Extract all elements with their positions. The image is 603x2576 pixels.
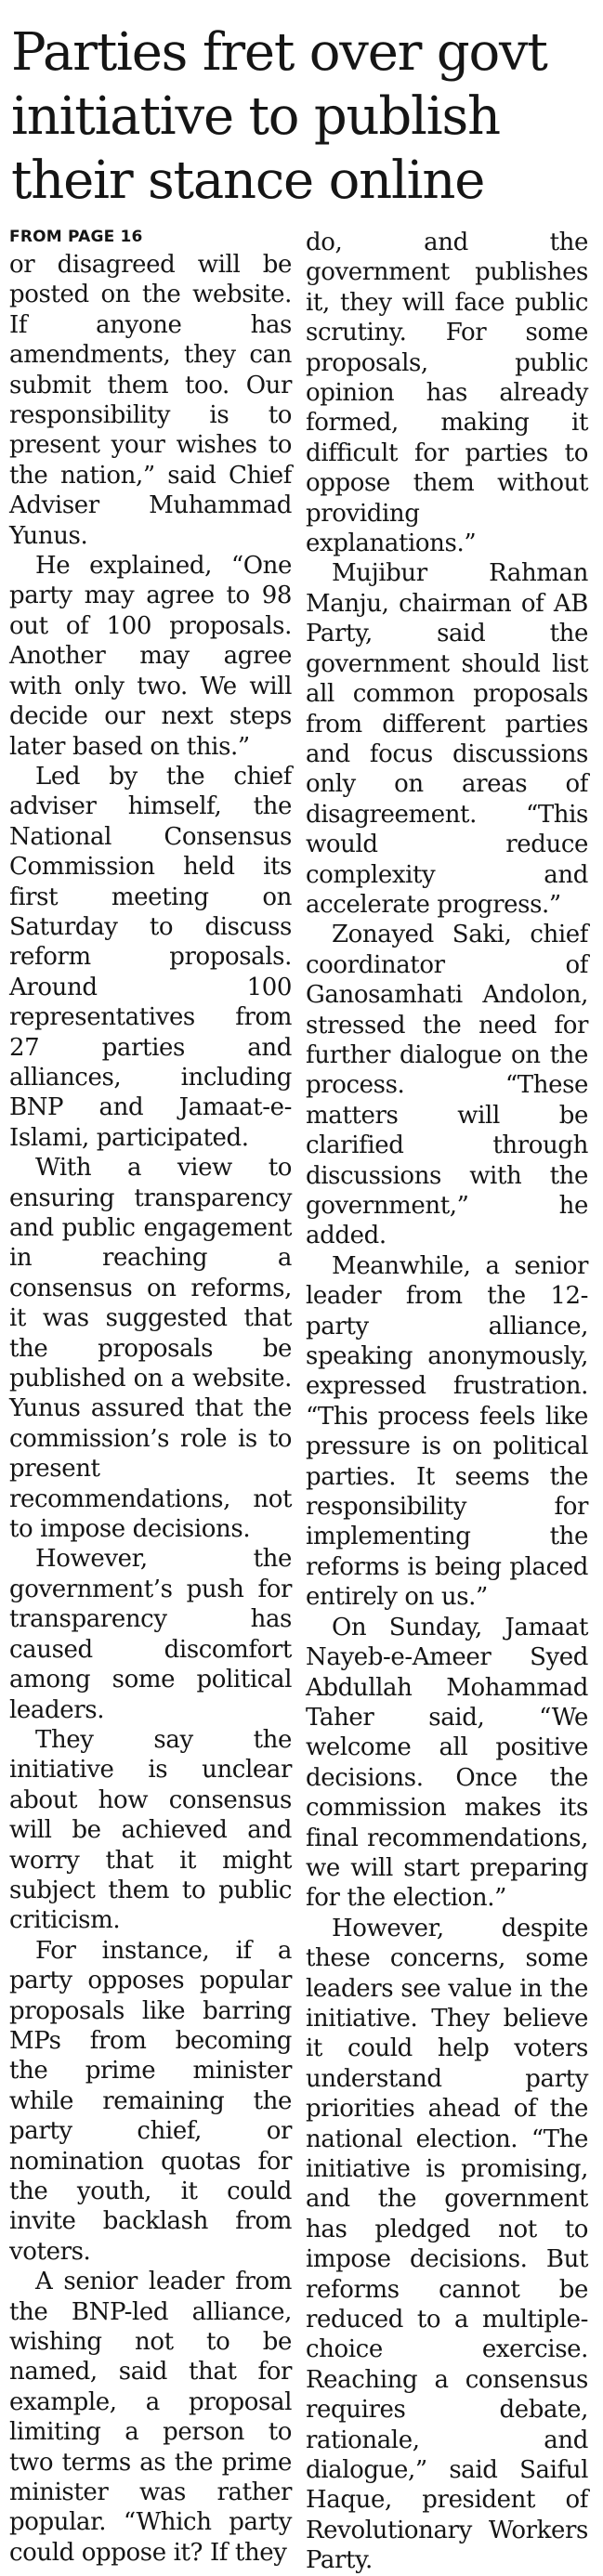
article-paragraph: Led by the chief adviser himself, the National Consensus Commission held its first meeting on Saturday to discuss reform proposals. Around 100 representatives from 27 parties and alliances, including BNP and Jamaat-e-Islami, participated. [9, 762, 292, 1152]
article-paragraph: They say the initiative is unclear about how consensus will be achieved and worry that it might subject them to public criticism. [9, 1725, 292, 1935]
left-column [9, 228, 292, 2568]
headline [11, 20, 598, 213]
article-paragraph: With a view to ensuring transparency and public engagement in reaching a consensus on reforms, it was suggested that the proposals be published on a website. Yunus assured that the commission’s role is to present recommendations, not to impose decisions. [9, 1154, 292, 1544]
right-paragraphs [306, 228, 588, 2576]
article-paragraph: Zonayed Saki, chief coordinator of Ganosamhati Andolon, stressed the need for further dialogue on the process. “These matters will be clarified through discussions with the government,” he added. [306, 921, 588, 1250]
headline-line-1: Parties fret over govt [11, 22, 547, 83]
headline-line-3: their stance online [11, 150, 485, 211]
article-paragraph: However, the government’s push for transparency has caused discomfort among some political leaders. [9, 1545, 292, 1724]
left-paragraphs [9, 250, 292, 2568]
article-paragraph: do, and the government publishes it, they will face public scrutiny. For some proposals, public opinion has already formed, making it difficult for parties to oppose them without providing explanations.” [306, 229, 588, 558]
article-paragraph: Meanwhile, a senior leader from the 12-party alliance, speaking anonymously, expressed frustration. “This process feels like pressure is on political parties. It seems the responsibility for implementing the reforms is being placed entirely on us.” [306, 1251, 588, 1612]
article-paragraph: A senior leader from the BNP-led alliance, wishing not to be named, said that for example, a proposal limiting a person to two terms as the prime minister was rather popular. “Which party could oppose it? If they [9, 2268, 292, 2567]
article-paragraph: or disagreed will be posted on the website. If anyone has amendments, they can submit them too. Our responsibility is to present your wishes to the nation,” said Chief Adviser Muhammad Yunus. [9, 251, 292, 550]
article-paragraph: For instance, if a party opposes popular proposals like barring MPs from becoming the prime minister while remaining the party chief, or nomination quotas for the youth, it could invite backlash from voters. [9, 1936, 292, 2266]
headline-line-2: initiative to publish [11, 86, 500, 147]
article-paragraph: Mujibur Rahman Manju, chairman of AB Party, said the government should list all common proposals from different parties and focus discussions only on areas of disagreement. “This would reduce complexity and accelerate progress.” [306, 559, 588, 919]
article-paragraph: He explained, “One party may agree to 98 out of 100 proposals. Another may agree with only two. We will decide our next steps later based on this.” [9, 552, 292, 761]
right-column [306, 228, 588, 2576]
article-paragraph: On Sunday, Jamaat Nayeb-e-Ameer Syed Abdullah Mohammad Taher said, “We welcome all positive decisions. Once the commission makes its final recommendations, we will start preparing for the election.” [306, 1613, 588, 1913]
article-paragraph: However, despite these concerns, some leaders see value in the initiative. They believe it could help voters understand party priorities ahead of the national election. “The initiative is promising, and the government has pledged not to impose decisions. But reforms cannot be reduced to a multiple-choice exercise. Reaching a consensus requires debate, rationale, and dialogue,” said Saiful Haque, president of Revolutionary Workers Party. [306, 1914, 588, 2575]
jump-kicker: FROM PAGE 16 [9, 228, 143, 246]
